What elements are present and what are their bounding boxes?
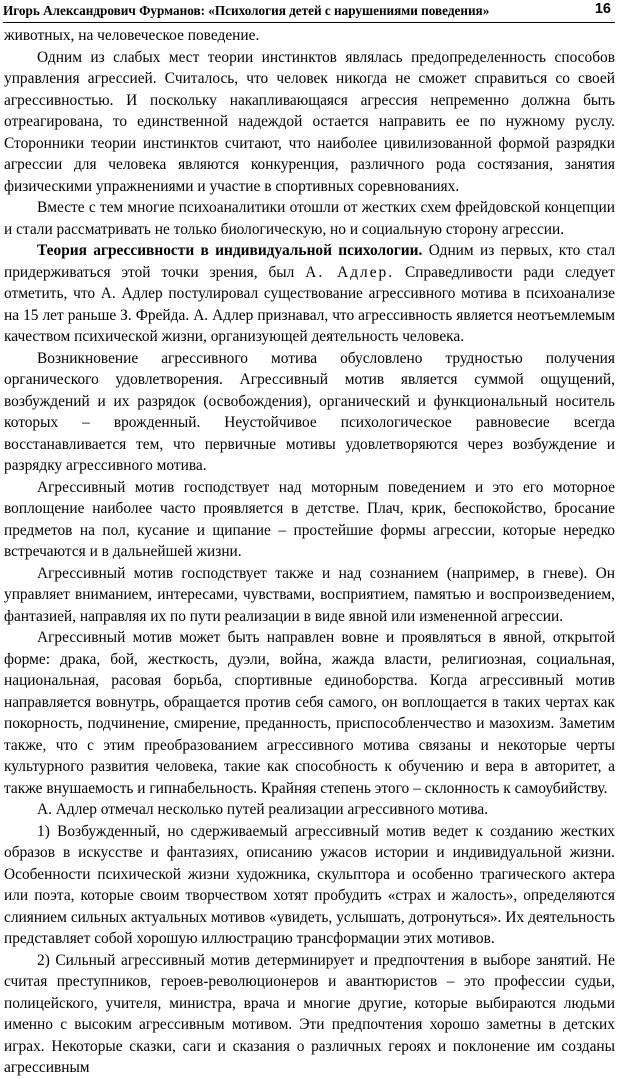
page-number: 16 xyxy=(594,1,611,17)
paragraph: 1) Возбужденный, но сдерживаемый агрессивный мотив ведет к созданию жестких образов в искусстве и фантазиях, описанию ужасов истории и индивидуальной жизни. Особенности психической жизни художника, скульптора и особенно трагического актера или поэта, которые своим творчеством хотят пробудить «страх и жалость», определяются слиянием сильных актуальных мотивов «увидеть, услышать, дотронуться». Их деятельность представляет собой хорошую иллюстрацию трансформации этих мотивов. xyxy=(4,822,615,947)
paragraph: животных, на человеческое поведение. xyxy=(4,27,260,44)
book-title: Игорь Александрович Фурманов: «Психология детей с нарушениями поведения» xyxy=(3,3,490,18)
paragraph: А. Адлер отмечал несколько путей реализации агрессивного мотива. xyxy=(37,801,489,818)
paragraph-text: Одним из первых, кто стал придерживаться этой точки зрения, был xyxy=(4,242,615,281)
paragraph: Вместе с тем многие психоаналитики отошли от жестких схем фрейдовской концепции и стали рассматривать не только биологическую, но и социальную сторону агрессии. xyxy=(4,199,615,238)
paragraph: 2) Сильный агрессивный мотив детерминирует и предпочтения в выборе занятий. Не считая преступников, героев-революционеров и авантюристов – это профессии судьи, полицейского, учителя, министра, врача и многие другие, которые выбираются людьми именно с высоким агрессивным мотивом. Эти предпочтения хорошо заметны в детских играх. Некоторые сказки, саги и сказания о различных героях и поклонение им созданы агрессивным xyxy=(4,951,615,1076)
author-name: А. Адлер. xyxy=(305,263,395,281)
section-heading: Теория агрессивности в индивидуальной психологии. xyxy=(37,242,423,259)
paragraph xyxy=(4,240,615,348)
running-header xyxy=(3,2,615,23)
body-text xyxy=(4,25,615,1079)
paragraph: Возникновение агрессивного мотива обусловлено трудностью получения органического удовлетворения. Агрессивный мотив является суммой ощущений, возбуждений и их разрядок (освобождения), органический и функциональный носитель которых – врожденный. Неустойчивое психологическое равновесие всегда восстанавливается тем, что первичные мотивы удовлетворяются через возбуждение и разрядку агрессивного мотива. xyxy=(4,349,615,474)
paragraph-text: Справедливости ради следует отметить, что А. Адлер постулировал существование агрессивного мотива в психоанализе на 15 лет раньше З. Фрейда. А. Адлер признавал, что агрессивность является неотъемлемым качеством психической жизни, организующей деятельность человека. xyxy=(4,263,615,345)
paragraph: Одним из слабых мест теории инстинктов являлась предопределенность способов управления агрессией. Считалось, что человек никогда не сможет справиться со своей агрессивностью. И поскольку накапливающаяся агрессия непременно должна быть отреагирована, то единственной надеждой остается направить ее по нужному руслу. Сторонники теории инстинктов считают, что наиболее цивилизованной формой разрядки агрессии для человека являются конкуренция, различного рода состязания, занятия физическими упражнениями и участие в спортивных соревнованиях. xyxy=(4,48,615,195)
paragraph: Агрессивный мотив господствует над моторным поведением и это его моторное воплощение наиболее часто проявляется в детстве. Плач, крик, беспокойство, бросание предметов на пол, кусание и щипание – простейшие формы агрессии, которые нередко встречаются и в дальнейшей жизни. xyxy=(4,478,615,560)
paragraph: Агрессивный мотив может быть направлен вовне и проявляться в явной, открытой форме: драка, бой, жесткость, дуэли, война, жажда власти, религиозная, социальная, национальная, расовая борьба, спортивные единоборства. Когда агрессивный мотив направляется вовнутрь, обращается против себя самого, он воплощается в таких чертах как покорность, подчинение, смирение, преданность, приспособленчество и мазохизм. Заметим также, что с этим преобразованием агрессивного мотива связаны и некоторые черты культурного развития человека, такие как способность к обучению и вера в авторитет, а также внушаемость и гипнабельность. Крайняя степень этого – склонность к самоубийству. xyxy=(4,629,615,797)
paragraph: Агрессивный мотив господствует также и над сознанием (например, в гневе). Он управляет вниманием, интересами, чувствами, восприятием, памятью и воспроизведением, фантазией, направляя их по пути реализации в виде явной или измененной агрессии. xyxy=(4,564,615,625)
